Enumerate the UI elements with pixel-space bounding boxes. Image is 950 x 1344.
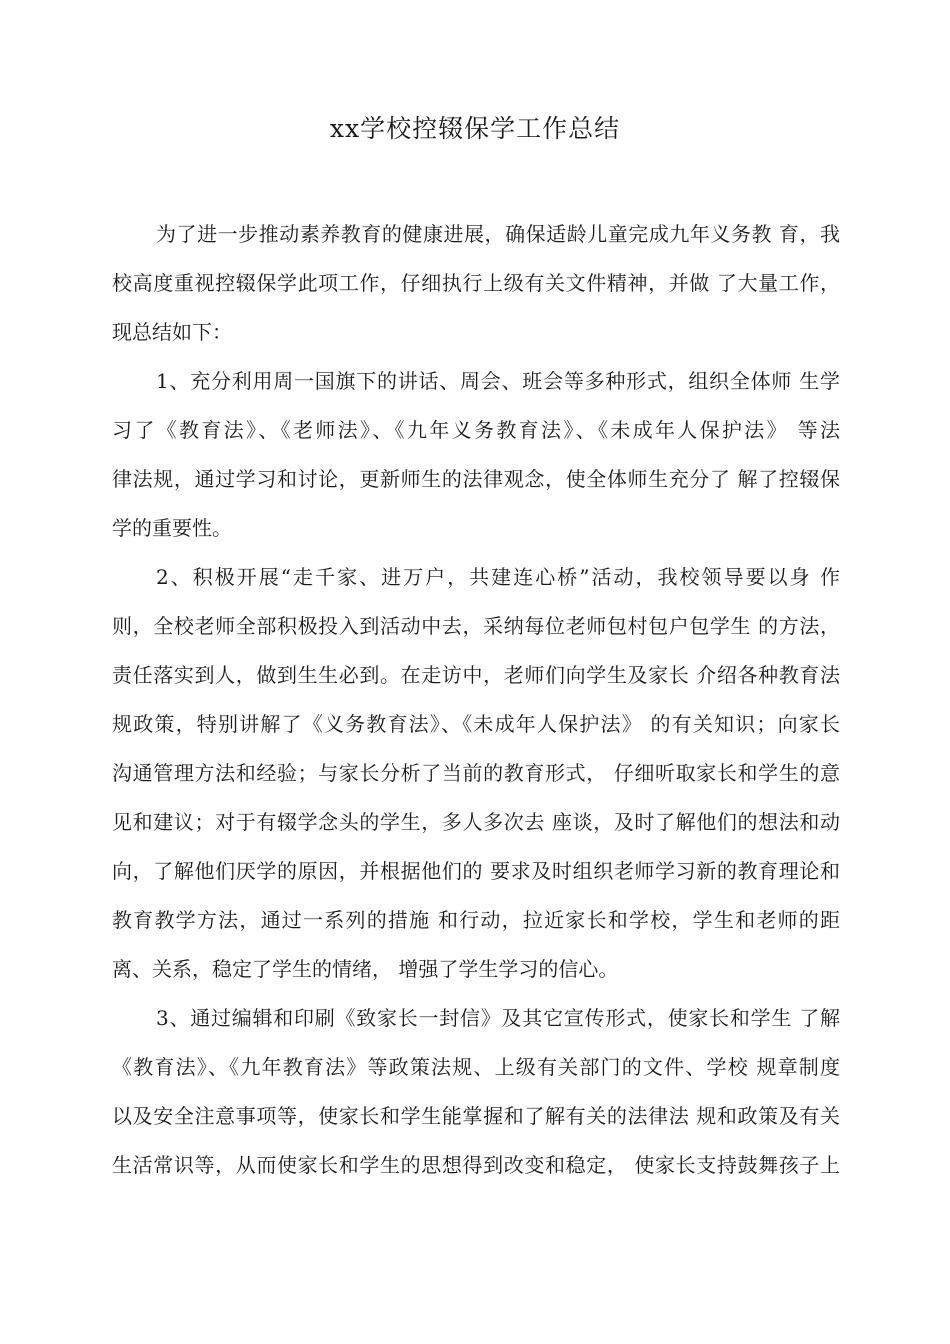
text-line: 现总结如下： [112,320,232,344]
text-line: 向，了解他们厌学的原因，并根据他们的 要求及时组织老师学习新的教育理论和 [112,859,840,883]
document-title: xx学校控辍保学工作总结 [329,114,621,143]
text-line: 习了《教育法》、《老师法》、《九年义务教育法》、《未成年人保护法》 等法 [112,418,840,442]
document-body [112,210,840,1190]
text-line: 见和建议；对于有辍学念头的学生，多人多次去 座谈，及时了解他们的想法和动 [112,810,840,834]
text-line: 《教育法》、《九年教育法》等政策法规、上级有关部门的文件、学校 规章制度 [112,1055,840,1079]
text-line: 1、充分利用周一国旗下的讲话、周会、班会等多种形式，组织全体师 生学 [156,369,840,393]
text-line: 生活常识等，从而使家长和学生的思想得到改变和稳定， 使家长支持鼓舞孩子上 [112,1153,840,1177]
text-line: 规政策，特别讲解了《义务教育法》、《未成年人保护法》 的有关知识；向家长 [112,712,840,736]
text-line: 3、通过编辑和印刷《致家长一封信》及其它宣传形式，使家长和学生 了解 [156,1006,840,1030]
text-line: 沟通管理方法和经验；与家长分析了当前的教育形式， 仔细听取家长和学生的意 [112,761,840,785]
text-line: 则，全校老师全部积极投入到活动中去，采纳每位老师包村包户包学生 的方法， [112,614,840,638]
text-line: 以及安全注意事项等，使家长和学生能掌握和了解有关的法律法 规和政策及有关 [112,1104,840,1128]
text-line: 责任落实到人，做到生生必到。在走访中，老师们向学生及家长 介绍各种教育法 [112,663,840,687]
paragraph-item-2 [112,553,840,994]
paragraph-item-1 [112,357,840,553]
text-line: 2、积极开展“走千家、进万户，共建连心桥”活动，我校领导要以身 作 [156,565,840,589]
text-line: 律法规，通过学习和讨论，更新师生的法律观念，使全体师生充分了 解了控辍保 [112,467,840,491]
text-line: 教育教学方法，通过一系列的措施 和行动，拉近家长和学校，学生和老师的距 [112,908,840,932]
paragraph-intro [112,210,840,357]
text-line: 校高度重视控辍保学此项工作，仔细执行上级有关文件精神，并做 了大量工作， [112,271,840,295]
paragraph-item-3 [112,994,840,1190]
text-line: 离、关系，稳定了学生的情绪， 增强了学生学习的信心。 [112,957,619,981]
text-line: 为了进一步推动素养教育的健康进展，确保适龄儿童完成九年义务教 育，我 [156,222,840,246]
text-line: 学的重要性。 [112,516,232,540]
